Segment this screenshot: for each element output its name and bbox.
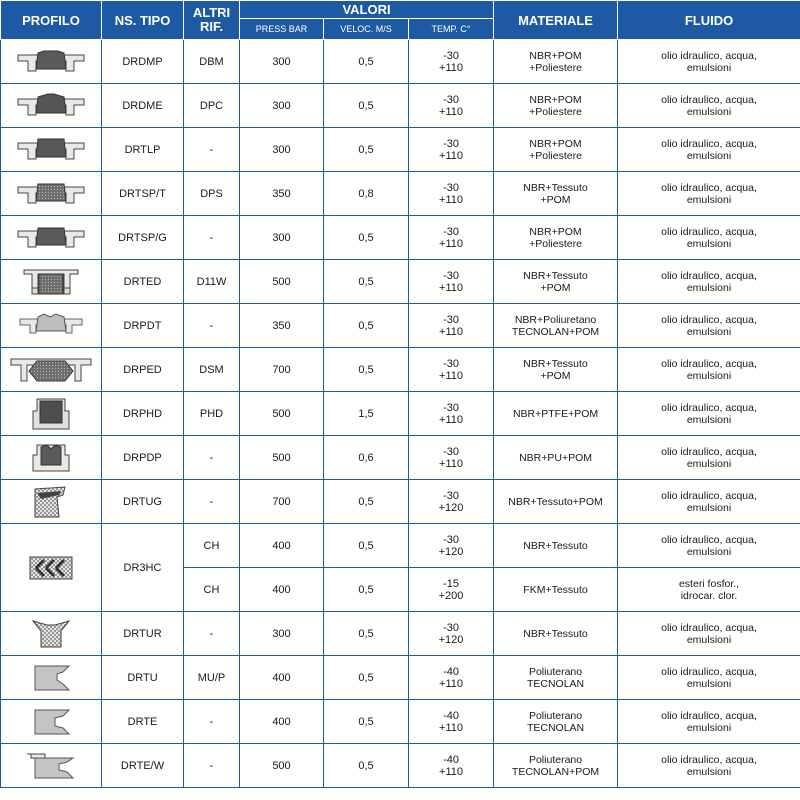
profile-cell <box>1 216 102 260</box>
drdme-profile-icon <box>14 91 88 121</box>
veloc-cell: 0,5 <box>324 568 409 612</box>
tipo-cell: DRTSP/G <box>102 216 184 260</box>
tipo-cell: DRDME <box>102 84 184 128</box>
altri-cell: - <box>184 436 240 480</box>
fluido-cell: olio idraulico, acqua, emulsioni <box>618 304 800 348</box>
drphd-profile-icon <box>31 397 71 431</box>
header-temp: TEMP. C° <box>409 19 494 40</box>
materiale-cell: NBR+POM +Poliestere <box>494 128 618 172</box>
header-valori: VALORI <box>240 1 494 19</box>
tipo-cell: DRPDP <box>102 436 184 480</box>
tipo-cell: DRTUG <box>102 480 184 524</box>
profile-cell <box>1 480 102 524</box>
drte-w-profile-icon <box>23 750 79 782</box>
tipo-cell: DRTED <box>102 260 184 304</box>
materiale-cell: NBR+Tessuto <box>494 524 618 568</box>
tipo-cell: DRPHD <box>102 392 184 436</box>
materiale-cell: NBR+Tessuto +POM <box>494 172 618 216</box>
press-cell: 300 <box>240 612 324 656</box>
altri-cell: DBM <box>184 40 240 84</box>
press-cell: 400 <box>240 568 324 612</box>
fluido-cell: olio idraulico, acqua, emulsioni <box>618 524 800 568</box>
fluido-cell: olio idraulico, acqua, emulsioni <box>618 656 800 700</box>
veloc-cell: 1,5 <box>324 392 409 436</box>
table-row <box>1 128 800 172</box>
temp-cell: -40 +110 <box>409 700 494 744</box>
tipo-cell: DRTLP <box>102 128 184 172</box>
temp-cell: -30 +110 <box>409 260 494 304</box>
drtur-profile-icon <box>29 617 73 651</box>
temp-cell: -30 +120 <box>409 524 494 568</box>
drpdp-profile-icon <box>31 443 71 473</box>
tipo-cell: DRTE/W <box>102 744 184 788</box>
press-cell: 350 <box>240 304 324 348</box>
table-row <box>1 260 800 304</box>
altri-cell: D11W <box>184 260 240 304</box>
press-cell: 300 <box>240 128 324 172</box>
header-materiale: MATERIALE <box>494 1 618 40</box>
drtu-profile-icon <box>29 662 73 694</box>
tipo-cell: DR3HC <box>102 524 184 612</box>
profile-cell <box>1 700 102 744</box>
press-cell: 700 <box>240 480 324 524</box>
tipo-cell: DRTU <box>102 656 184 700</box>
temp-cell: -40 +110 <box>409 656 494 700</box>
fluido-cell: olio idraulico, acqua, emulsioni <box>618 216 800 260</box>
table-row <box>1 436 800 480</box>
altri-cell: - <box>184 612 240 656</box>
press-cell: 500 <box>240 392 324 436</box>
temp-cell: -30 +110 <box>409 392 494 436</box>
profile-cell <box>1 612 102 656</box>
temp-cell: -30 +110 <box>409 216 494 260</box>
fluido-cell: olio idraulico, acqua, emulsioni <box>618 392 800 436</box>
profile-cell <box>1 348 102 392</box>
press-cell: 350 <box>240 172 324 216</box>
profile-cell <box>1 656 102 700</box>
profile-cell <box>1 392 102 436</box>
temp-cell: -30 +110 <box>409 348 494 392</box>
drtug-profile-icon <box>29 485 73 519</box>
materiale-cell: Poliuterano TECNOLAN <box>494 700 618 744</box>
materiale-cell: NBR+POM +Poliestere <box>494 40 618 84</box>
veloc-cell: 0,5 <box>324 84 409 128</box>
temp-cell: -30 +120 <box>409 612 494 656</box>
veloc-cell: 0,5 <box>324 612 409 656</box>
materiale-cell: NBR+Tessuto +POM <box>494 348 618 392</box>
temp-cell: -30 +110 <box>409 436 494 480</box>
press-cell: 500 <box>240 436 324 480</box>
materiale-cell: NBR+PTFE+POM <box>494 392 618 436</box>
temp-cell: -30 +110 <box>409 172 494 216</box>
header-altri-rif: ALTRI RIF. <box>184 1 240 40</box>
veloc-cell: 0,5 <box>324 524 409 568</box>
tipo-cell: DRTUR <box>102 612 184 656</box>
materiale-cell: FKM+Tessuto <box>494 568 618 612</box>
altri-cell: DSM <box>184 348 240 392</box>
fluido-cell: olio idraulico, acqua, emulsioni <box>618 84 800 128</box>
press-cell: 300 <box>240 84 324 128</box>
fluido-cell: olio idraulico, acqua, emulsioni <box>618 260 800 304</box>
drdmp-profile-icon <box>14 47 88 77</box>
veloc-cell: 0,5 <box>324 128 409 172</box>
profile-cell <box>1 524 102 612</box>
header-profilo: PROFILO <box>1 1 102 40</box>
header-fluido: FLUIDO <box>618 1 800 40</box>
table-row <box>1 656 800 700</box>
temp-cell: -15 +200 <box>409 568 494 612</box>
materiale-cell: NBR+POM +Poliestere <box>494 84 618 128</box>
altri-cell: - <box>184 700 240 744</box>
table-row <box>1 216 800 260</box>
temp-cell: -30 +110 <box>409 84 494 128</box>
profile-cell <box>1 304 102 348</box>
drped-profile-icon <box>9 355 93 385</box>
veloc-cell: 0,5 <box>324 260 409 304</box>
table-row <box>1 700 800 744</box>
temp-cell: -30 +120 <box>409 480 494 524</box>
altri-cell: DPS <box>184 172 240 216</box>
altri-cell: - <box>184 744 240 788</box>
table-row <box>1 480 800 524</box>
drted-profile-icon <box>14 266 88 298</box>
altri-cell: PHD <box>184 392 240 436</box>
profile-cell <box>1 172 102 216</box>
table-row <box>1 304 800 348</box>
table-row <box>1 524 800 568</box>
dr3hc-profile-icon <box>26 553 76 583</box>
veloc-cell: 0,5 <box>324 216 409 260</box>
altri-cell: DPC <box>184 84 240 128</box>
veloc-cell: 0,6 <box>324 436 409 480</box>
tipo-cell: DRPDT <box>102 304 184 348</box>
fluido-cell: olio idraulico, acqua, emulsioni <box>618 40 800 84</box>
table-row <box>1 744 800 788</box>
profile-cell <box>1 128 102 172</box>
tipo-cell: DRDMP <box>102 40 184 84</box>
materiale-cell: NBR+Tessuto+POM <box>494 480 618 524</box>
materiale-cell: NBR+Tessuto <box>494 612 618 656</box>
profile-cell <box>1 744 102 788</box>
table-row <box>1 172 800 216</box>
fluido-cell: olio idraulico, acqua, emulsioni <box>618 612 800 656</box>
table-row <box>1 612 800 656</box>
materiale-cell: Poliuterano TECNOLAN+POM <box>494 744 618 788</box>
veloc-cell: 0,5 <box>324 656 409 700</box>
profile-cell <box>1 84 102 128</box>
temp-cell: -30 +110 <box>409 40 494 84</box>
table-row <box>1 348 800 392</box>
fluido-cell: olio idraulico, acqua, emulsioni <box>618 348 800 392</box>
press-cell: 400 <box>240 700 324 744</box>
fluido-cell: olio idraulico, acqua, emulsioni <box>618 436 800 480</box>
header-tipo: NS. TIPO <box>102 1 184 40</box>
veloc-cell: 0,5 <box>324 40 409 84</box>
profile-cell <box>1 436 102 480</box>
altri-cell: - <box>184 304 240 348</box>
veloc-cell: 0,8 <box>324 172 409 216</box>
materiale-cell: NBR+Poliuretano TECNOLAN+POM <box>494 304 618 348</box>
veloc-cell: 0,5 <box>324 480 409 524</box>
veloc-cell: 0,5 <box>324 744 409 788</box>
fluido-cell: olio idraulico, acqua, emulsioni <box>618 480 800 524</box>
altri-cell: - <box>184 128 240 172</box>
press-cell: 300 <box>240 40 324 84</box>
fluido-cell: esteri fosfor., idrocar. clor. <box>618 568 800 612</box>
header-veloc: VELOC. M/S <box>324 19 409 40</box>
materiale-cell: Poliuterano TECNOLAN <box>494 656 618 700</box>
fluido-cell: olio idraulico, acqua, emulsioni <box>618 744 800 788</box>
materiale-cell: NBR+Tessuto +POM <box>494 260 618 304</box>
fluido-cell: olio idraulico, acqua, emulsioni <box>618 700 800 744</box>
header-press: PRESS BAR <box>240 19 324 40</box>
table-row <box>1 84 800 128</box>
temp-cell: -30 +110 <box>409 128 494 172</box>
press-cell: 500 <box>240 260 324 304</box>
press-cell: 300 <box>240 216 324 260</box>
materiale-cell: NBR+PU+POM <box>494 436 618 480</box>
profile-cell <box>1 260 102 304</box>
press-cell: 500 <box>240 744 324 788</box>
drtsp-t-profile-icon <box>14 179 88 209</box>
altri-cell: MU/P <box>184 656 240 700</box>
press-cell: 700 <box>240 348 324 392</box>
drpdt-profile-icon <box>14 311 88 341</box>
press-cell: 400 <box>240 656 324 700</box>
veloc-cell: 0,5 <box>324 348 409 392</box>
altri-cell: CH <box>184 524 240 568</box>
drtsp-g-profile-icon <box>14 223 88 253</box>
table-row <box>1 40 800 84</box>
altri-cell: - <box>184 216 240 260</box>
materiale-cell: NBR+POM +Poliestere <box>494 216 618 260</box>
fluido-cell: olio idraulico, acqua, emulsioni <box>618 172 800 216</box>
altri-cell: CH <box>184 568 240 612</box>
veloc-cell: 0,5 <box>324 700 409 744</box>
altri-cell: - <box>184 480 240 524</box>
veloc-cell: 0,5 <box>324 304 409 348</box>
drtlp-profile-icon <box>14 135 88 165</box>
table-row <box>1 392 800 436</box>
temp-cell: -40 +110 <box>409 744 494 788</box>
tipo-cell: DRTSP/T <box>102 172 184 216</box>
tipo-cell: DRPED <box>102 348 184 392</box>
temp-cell: -30 +110 <box>409 304 494 348</box>
press-cell: 400 <box>240 524 324 568</box>
drte-profile-icon <box>29 706 73 738</box>
tipo-cell: DRTE <box>102 700 184 744</box>
profile-cell <box>1 40 102 84</box>
fluido-cell: olio idraulico, acqua, emulsioni <box>618 128 800 172</box>
